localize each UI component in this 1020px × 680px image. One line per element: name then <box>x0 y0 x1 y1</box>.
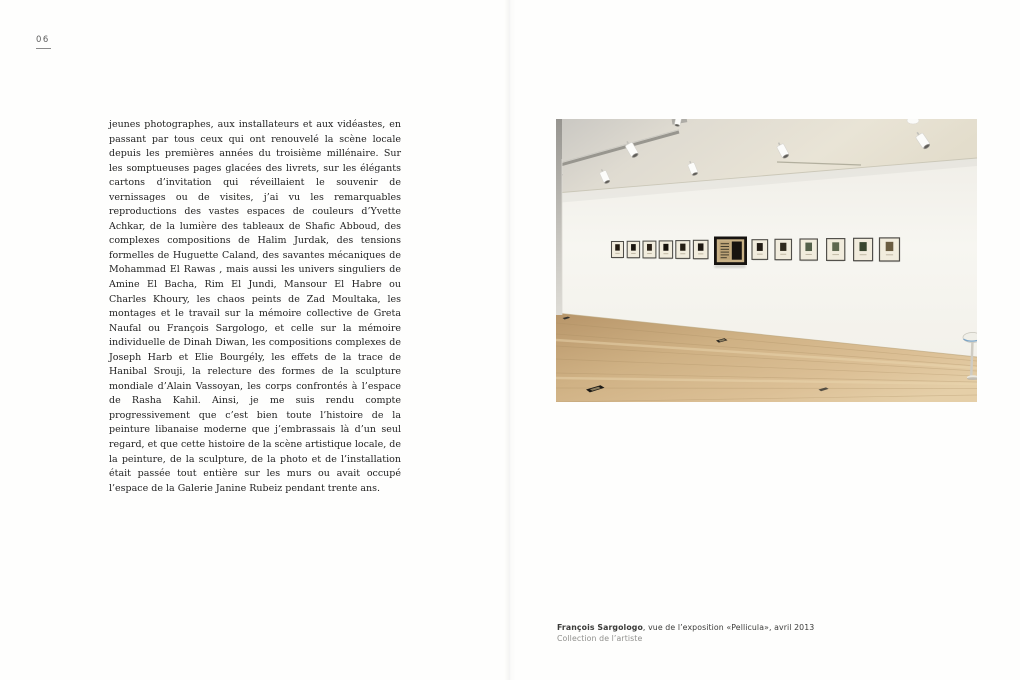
framed-artwork <box>880 238 900 262</box>
framed-artwork <box>752 240 768 261</box>
framed-artwork <box>627 241 639 259</box>
framed-artworks-row <box>612 238 900 262</box>
framed-artwork <box>800 239 817 261</box>
caption-artist: François Sargologo <box>557 623 643 632</box>
page-number: 06 <box>36 35 51 49</box>
exhibition-photo <box>556 119 977 402</box>
large-framed-artwork <box>714 237 747 268</box>
side-wall <box>556 119 562 315</box>
framed-artwork <box>775 239 792 261</box>
framed-artwork <box>676 241 690 260</box>
framed-artwork <box>827 239 845 262</box>
caption-credit: Collection de l’artiste <box>557 634 643 643</box>
framed-artwork <box>854 238 873 262</box>
caption-text: , vue de l’exposition «Pellicula», avril 2013 <box>642 623 815 632</box>
caption-line <box>557 623 814 633</box>
framed-artwork <box>612 242 624 259</box>
photo-caption <box>557 623 814 644</box>
page-gutter <box>504 0 516 680</box>
framed-artwork <box>659 241 672 260</box>
framed-artwork <box>693 240 708 260</box>
body-text: jeunes photographes, aux installateurs et aux vidéastes, en passant par tous ceux qui ont renouvelé la scène locale depuis les premières années du troisième millénaire. Sur les somptueuses pages glacées des livrets, sur les élégants cartons d’invitation qui réveillaient le souvenir de vernissages ou de visites, j’ai vu les remarquables reproductions des vastes espaces de couleurs d’Yvette Achkar, de la lumière des tableaux de Shafic Abboud, des complexes compositions de Halim Jurdak, des tensions formelles de Huguette Caland, des savantes mécaniques de Mohammad El Rawas , mais aussi les univers singuliers de Amine El Bacha, Rim El Jundi, Mansour El Habre ou Charles Khoury, les chaos peints de Zad Moultaka, les montages et le travail sur la mémoire collective de Greta Naufal ou François Sargologo, et celle sur la mémoire individuelle de Dinah Diwan, les compositions complexes de Joseph Harb et Elie Bourgély, les effets de la trace de Hanibal Srouji, la relecture des formes de la sculpture mondiale d’Alain Vassoyan, les corps confrontés à l’espace de Rasha Kahil. Ainsi, je me suis rendu compte progressivement que c’est bien toute l’histoire de la peinture libanaise moderne que j’embrassais là d’un seul regard, et que cette histoire de la scène artistique locale, de la peinture, de la sculpture, de la photo et de l’installation était passée tout entière sur les murs ou avait occupé l’espace de la Galerie Janine Rubeiz pendant trente ans. <box>109 119 401 494</box>
framed-artwork <box>643 241 656 259</box>
